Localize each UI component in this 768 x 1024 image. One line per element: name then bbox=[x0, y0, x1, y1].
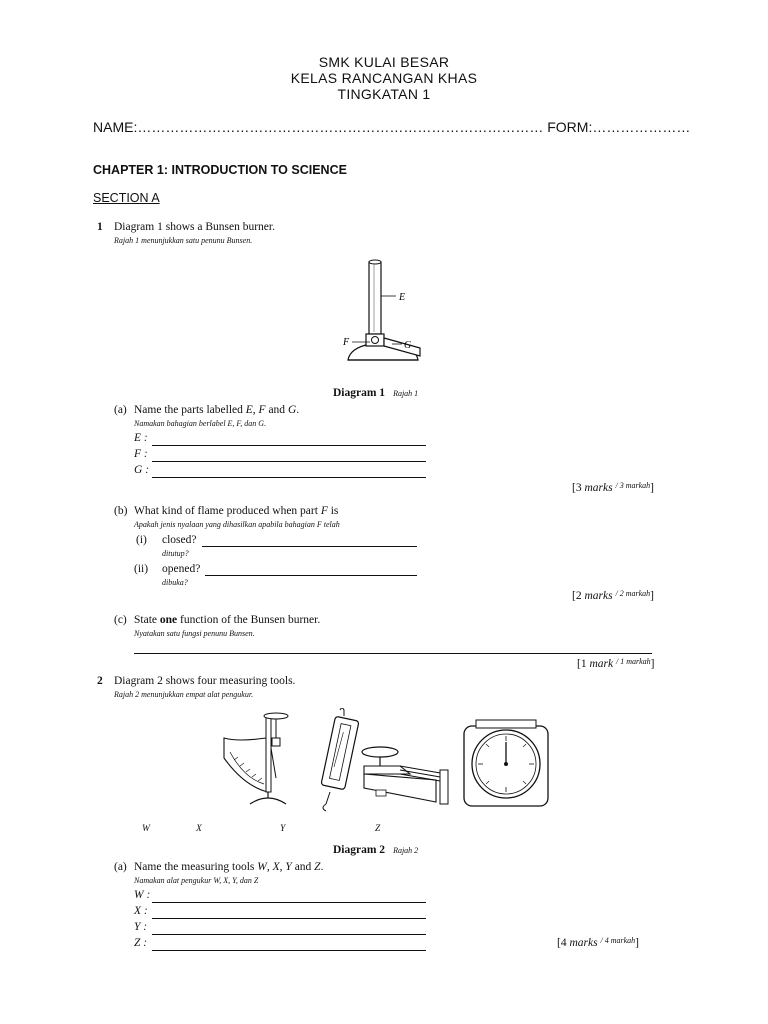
q1a-sep1: , bbox=[252, 404, 259, 416]
q1-stem: Diagram 1 shows a Bunsen burner. bbox=[114, 221, 275, 233]
q1b-i-text: closed? bbox=[162, 534, 197, 546]
q1c-text-post: function of the Bunsen burner. bbox=[177, 614, 321, 626]
q2a-answer-z-label: Z : bbox=[134, 937, 148, 949]
q1a-text bbox=[134, 404, 299, 416]
q1b-marks-word: marks bbox=[584, 590, 613, 602]
measuring-tools-diagram bbox=[214, 708, 554, 814]
q2a-x: X bbox=[272, 861, 280, 873]
tool-label-w: W bbox=[142, 824, 150, 834]
q1b-text-post: is bbox=[327, 505, 339, 517]
q1c-answer-line[interactable] bbox=[134, 653, 652, 654]
q1a-answer-e-line[interactable] bbox=[152, 445, 426, 446]
q2-stem-ms: Rajah 2 menunjukkan empat alat pengukur. bbox=[114, 690, 254, 699]
q2a-y: Y bbox=[285, 861, 292, 873]
q1b-text-ms: Apakah jenis nyalaan yang dihasilkan apabila bahagian F telah bbox=[134, 520, 340, 529]
q1b-marks-close: ] bbox=[650, 590, 654, 602]
q1c-marks-open: [1 bbox=[577, 658, 590, 670]
q2a-text bbox=[134, 861, 323, 873]
q1b-i-ms: ditutup? bbox=[162, 549, 189, 558]
diagram2-caption-ms: Rajah 2 bbox=[393, 846, 419, 855]
q1a-end: . bbox=[296, 404, 300, 416]
q2a-answer-z-line[interactable] bbox=[152, 950, 426, 951]
q1b-ii-ms: dibuka? bbox=[162, 578, 188, 587]
q1b-text-pre: What kind of flame produced when part bbox=[134, 505, 321, 517]
q1c-marks bbox=[577, 658, 655, 670]
q1c-marks-close: ] bbox=[650, 658, 655, 670]
q1c-bold: one bbox=[159, 614, 178, 626]
form-level: TINGKATAN 1 bbox=[337, 86, 431, 102]
q1a-g: G bbox=[287, 404, 297, 416]
diagram1-caption-ms: Rajah 1 bbox=[393, 389, 419, 398]
q1a-marks-ms: / 3 markah bbox=[615, 481, 651, 490]
q1a-text-ms: Namakan bahagian berlabel E, F, dan G. bbox=[134, 419, 267, 428]
q1a-marks bbox=[572, 482, 654, 494]
tool-z-dial-scale bbox=[464, 720, 548, 806]
form-label: FORM: bbox=[547, 119, 593, 135]
q1a-marks-open: [3 bbox=[572, 482, 585, 494]
q1a-marks-word: marks bbox=[584, 482, 613, 494]
q1-stem-ms: Rajah 1 menunjukkan satu penunu Bunsen. bbox=[114, 236, 253, 245]
q2a-text-pre: Name the measuring tools bbox=[134, 861, 258, 873]
q2a-end: . bbox=[320, 861, 324, 873]
q1c-marks-ms: / 1 markah bbox=[615, 657, 651, 666]
q2a-answer-w-label: W : bbox=[134, 889, 151, 901]
tool-label-x: X bbox=[196, 824, 202, 834]
label-f: F bbox=[343, 337, 350, 348]
q1c-marks-word: mark bbox=[589, 658, 614, 670]
label-e: E bbox=[399, 292, 406, 303]
q1a-e: E bbox=[245, 404, 253, 416]
q1a-f-letter: F bbox=[134, 448, 142, 460]
name-label: NAME: bbox=[93, 119, 138, 135]
q2a-marks-open: [4 bbox=[557, 937, 570, 949]
q1b-marks-open: [2 bbox=[572, 590, 585, 602]
q2a-marks-close: ] bbox=[635, 937, 639, 949]
q2a-w: W bbox=[257, 861, 267, 873]
tool-x-spring-balance bbox=[321, 708, 359, 811]
q1a-answer-e-label: E : bbox=[134, 432, 148, 444]
tool-y-triple-beam-balance bbox=[362, 747, 448, 804]
q1b-label: (b) bbox=[114, 505, 128, 517]
q1a-label: (a) bbox=[114, 404, 127, 416]
q2a-x-letter: X bbox=[134, 905, 142, 917]
q1a-sep2: and bbox=[265, 404, 288, 416]
tool-w-pan-balance bbox=[224, 713, 288, 804]
q1b-text bbox=[134, 505, 338, 517]
q1a-text-pre: Name the parts labelled bbox=[134, 404, 246, 416]
q2a-text-ms: Namakan alat pengukur W, X, Y, dan Z bbox=[134, 876, 259, 885]
q1a-answer-g-line[interactable] bbox=[152, 477, 426, 478]
q1c-text bbox=[134, 614, 320, 626]
q1c-text-pre: State bbox=[134, 614, 160, 626]
q1b-i-label: (i) bbox=[136, 534, 147, 546]
q1a-g-letter: G bbox=[134, 464, 143, 476]
diagram1-caption bbox=[333, 383, 418, 401]
q2-stem: Diagram 2 shows four measuring tools. bbox=[114, 675, 296, 687]
tool-label-z: Z bbox=[375, 824, 381, 834]
q2a-answer-w-line[interactable] bbox=[152, 902, 426, 903]
bunsen-burner-diagram bbox=[336, 256, 446, 368]
q2a-w-letter: W bbox=[134, 889, 144, 901]
diagram1-caption-en: Diagram 1 bbox=[333, 387, 386, 399]
form-field[interactable]: ………………… bbox=[592, 119, 691, 135]
q1b-marks-ms: / 2 markah bbox=[615, 589, 651, 598]
diagram2-caption-en: Diagram 2 bbox=[333, 844, 386, 856]
name-field[interactable]: …………………………………………………………………………… bbox=[137, 119, 544, 135]
class-name: KELAS RANCANGAN KHAS bbox=[290, 70, 478, 86]
q1b-ii-label: (ii) bbox=[134, 563, 149, 575]
q2-number: 2 bbox=[97, 675, 103, 687]
q1c-text-ms: Nyatakan satu fungsi penunu Bunsen. bbox=[134, 629, 255, 638]
q2a-marks-word: marks bbox=[569, 937, 598, 949]
q1b-f: F bbox=[320, 505, 328, 517]
q1b-i-answer-line[interactable] bbox=[202, 546, 417, 547]
q2a-answer-x-label: X : bbox=[134, 905, 148, 917]
q2a-s2: , bbox=[279, 861, 286, 873]
q2a-s3: and bbox=[291, 861, 315, 873]
name-form-row bbox=[93, 119, 690, 135]
q1b-ii-answer-line[interactable] bbox=[205, 575, 417, 576]
q1a-e-letter: E bbox=[134, 432, 142, 444]
q2a-marks-ms: / 4 markah bbox=[600, 936, 636, 945]
q1a-answer-f-label: F : bbox=[134, 448, 148, 460]
q2a-s1: , bbox=[266, 861, 273, 873]
q1a-marks-close: ] bbox=[650, 482, 654, 494]
diagram2-caption bbox=[333, 840, 418, 858]
q2a-y-letter: Y bbox=[134, 921, 141, 933]
q1a-answer-g-label: G : bbox=[134, 464, 150, 476]
q2a-answer-y-label: Y : bbox=[134, 921, 148, 933]
q2a-label: (a) bbox=[114, 861, 127, 873]
q2a-answer-y-line[interactable] bbox=[152, 934, 426, 935]
q2a-marks bbox=[557, 937, 639, 949]
q2a-z: Z bbox=[314, 861, 321, 873]
q1b-ii-text: opened? bbox=[162, 563, 201, 575]
section-title: SECTION A bbox=[93, 191, 160, 205]
q1c-label: (c) bbox=[114, 614, 127, 626]
label-g: G bbox=[404, 340, 412, 351]
q2a-answer-x-line[interactable] bbox=[152, 918, 426, 919]
q1a-f: F bbox=[258, 404, 266, 416]
q1a-answer-f-line[interactable] bbox=[152, 461, 426, 462]
q2a-z-letter: Z bbox=[134, 937, 141, 949]
q1b-marks bbox=[572, 590, 654, 602]
school-name: SMK KULAI BESAR bbox=[318, 54, 450, 70]
q1-number: 1 bbox=[97, 221, 103, 233]
tool-label-y: Y bbox=[280, 824, 286, 834]
chapter-title: CHAPTER 1: INTRODUCTION TO SCIENCE bbox=[93, 163, 347, 177]
